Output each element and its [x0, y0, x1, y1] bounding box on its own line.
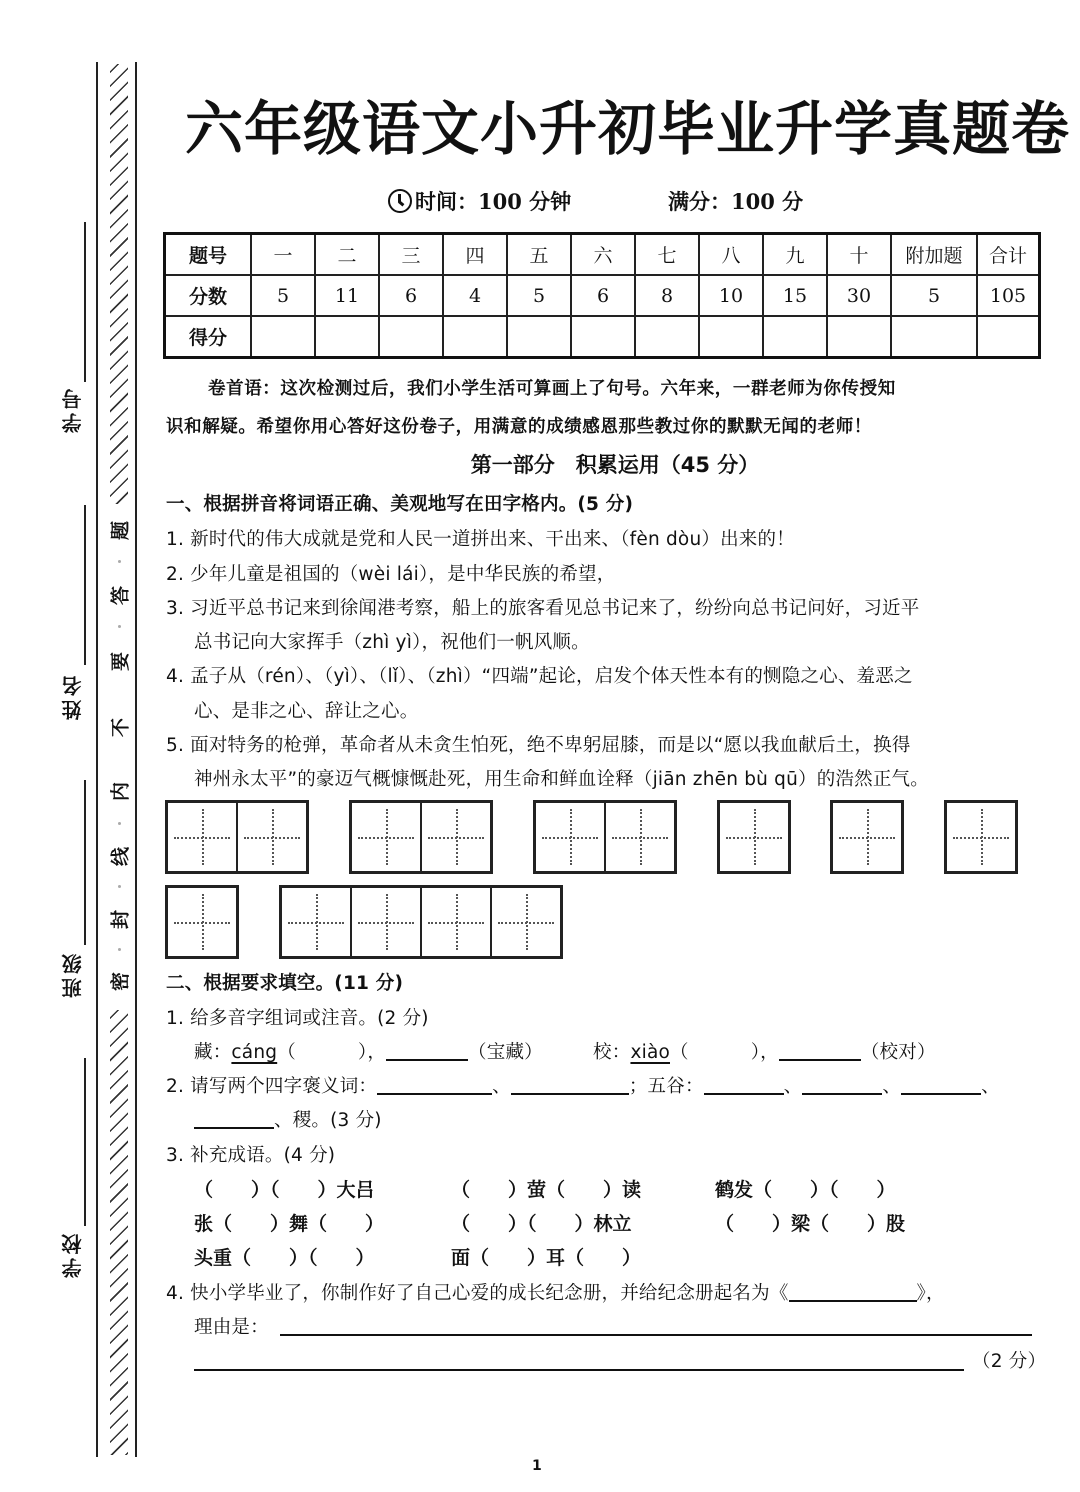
earned-cell[interactable]: [827, 316, 891, 358]
hatch-pattern-top: [110, 64, 128, 504]
part-1-title: 第一部分 积累运用（45 分）: [470, 453, 760, 477]
q1-item-1: 1. 新时代的伟大成就是党和人民一道拼出来、干出来、（fèn dòu）出来的！: [166, 529, 795, 550]
paren: （: [277, 1042, 296, 1063]
earned-cell[interactable]: [699, 316, 763, 358]
column-header: 九: [763, 234, 827, 276]
word-baozang: （宝藏）: [468, 1042, 543, 1063]
paren: ），: [357, 1042, 387, 1063]
idiom-item[interactable]: （ ）（ ）林立: [451, 1213, 632, 1235]
q1-item-4-cont: 心、是非之心、辞让之心。: [194, 701, 419, 722]
earned-cell[interactable]: [571, 316, 635, 358]
word-blank-2[interactable]: [689, 1043, 751, 1062]
seal-char: 线: [109, 847, 132, 867]
q1-item-3-cont: 总书记向大家挥手（zhì yì），祝他们一帆风顺。: [194, 632, 590, 653]
idiom-blank-1[interactable]: [377, 1075, 492, 1096]
earned-cell[interactable]: [977, 316, 1040, 358]
column-header: 三: [379, 234, 443, 276]
table-row-question-number: [165, 234, 1040, 276]
points-cell: 11: [315, 275, 379, 316]
idiom-item[interactable]: 鹤发（ ）（ ）: [715, 1179, 896, 1201]
idiom-item[interactable]: （ ）（ ）大吕: [194, 1179, 375, 1201]
exam-title: 六年级语文小升初毕业升学真题卷: [185, 95, 1071, 163]
q2-sub1-label: 1. 给多音字组词或注音。(2 分): [166, 1008, 429, 1029]
tianzige-answer-1[interactable]: [165, 800, 309, 874]
q2-heading: 二、根据要求填空。(11 分): [166, 973, 404, 994]
column-header: 六: [571, 234, 635, 276]
q2-sub4-row: [166, 1279, 945, 1305]
pinyin-cang: cáng: [231, 1042, 278, 1063]
q1-heading: 一、根据拼音将词语正确、美观地写在田字格内。(5 分): [166, 494, 634, 515]
earned-cell[interactable]: [251, 316, 315, 358]
book-title-close: 》，: [916, 1283, 945, 1304]
column-header: 七: [635, 234, 699, 276]
seal-char: 答: [109, 586, 132, 606]
q2-sub2-row: [166, 1072, 1000, 1098]
separator: 、: [882, 1076, 902, 1097]
full-score: 满分：100 分: [668, 189, 804, 214]
earned-cell[interactable]: [315, 316, 379, 358]
points-cell: 6: [379, 275, 443, 316]
q2-sub4-label: 4. 快小学毕业了，你制作好了自己心爱的成长纪念册，并给纪念册起名为《: [166, 1283, 789, 1304]
q1-item-2: 2. 少年儿童是祖国的（wèi lái），是中华民族的希望，: [166, 564, 616, 585]
q2-sub3-label: 3. 补充成语。(4 分): [166, 1145, 336, 1166]
points-cell: 5: [891, 275, 977, 316]
earned-cell[interactable]: [763, 316, 827, 358]
tianzige-answer-4d[interactable]: [165, 885, 239, 959]
grain-blank-3[interactable]: [901, 1075, 981, 1096]
points-cell: 5: [507, 275, 571, 316]
seal-char: 不: [109, 718, 132, 738]
idiom-item[interactable]: （ ）萤（ ）读: [451, 1179, 642, 1201]
row-header: 得分: [165, 316, 252, 358]
column-header: 附加题: [891, 234, 977, 276]
row-header: 分数: [165, 275, 252, 316]
q2-sub2-row-cont: [194, 1106, 382, 1132]
q1-item-5-cont: 神州永太平”的豪迈气概慷慨赴死，用生命和鲜血诠释（jiān zhēn bù qū）的浩然正气。: [194, 769, 929, 790]
idiom-blank-2[interactable]: [511, 1075, 629, 1096]
separator: 、: [492, 1076, 511, 1097]
q2-sub2-end: 、稷。(3 分): [274, 1110, 382, 1131]
seal-char: 题: [109, 521, 132, 541]
grain-blank-4[interactable]: [194, 1109, 274, 1130]
tianzige-answer-4a[interactable]: [717, 800, 791, 874]
pinyin-blank-1[interactable]: [386, 1041, 468, 1062]
column-header: 五: [507, 234, 571, 276]
score-table: [163, 232, 1041, 359]
earned-cell[interactable]: [507, 316, 571, 358]
earned-cell[interactable]: [443, 316, 507, 358]
idiom-item[interactable]: 面（ ）耳（ ）: [451, 1247, 642, 1269]
points-cell: 4: [443, 275, 507, 316]
class-field[interactable]: [84, 780, 86, 945]
tianzige-answer-4b[interactable]: [830, 800, 904, 874]
word-jiaodui: （校对）: [860, 1042, 936, 1063]
pinyin-xiao: xiào: [630, 1042, 670, 1063]
table-row-earned: [165, 316, 1040, 358]
q2-sub4-points: （2 分）: [972, 1351, 1047, 1372]
seal-dot: [118, 822, 121, 825]
points-cell: 8: [635, 275, 699, 316]
q1-item-4: 4. 孟子从（rén）、（yì）、（lǐ）、（zhì）“四端”起论，启发个体天性本有的恻隐之心、羞恶之: [166, 666, 913, 687]
grain-blank-2[interactable]: [802, 1075, 882, 1096]
idiom-item[interactable]: （ ）梁（ ）股: [715, 1213, 906, 1235]
seal-dot: [118, 560, 121, 563]
points-cell: 30: [827, 275, 891, 316]
separator: ；: [628, 1076, 648, 1097]
exam-time: [388, 186, 571, 216]
column-header: 十: [827, 234, 891, 276]
column-header: 四: [443, 234, 507, 276]
tianzige-answer-5[interactable]: [279, 885, 563, 959]
hatch-pattern-bottom: [110, 1010, 128, 1455]
points-cell: 10: [699, 275, 763, 316]
q2-sub2-label: 2. 请写两个四字褒义词：: [166, 1076, 378, 1097]
paren: （: [670, 1042, 689, 1063]
char-cang: 藏：: [194, 1042, 232, 1063]
tianzige-answer-2[interactable]: [349, 800, 493, 874]
table-row-points: [165, 275, 1040, 316]
margin-inner-line: [135, 62, 137, 1457]
char-xiao: 校：: [593, 1042, 631, 1063]
name-label: 姓名: [61, 672, 85, 720]
album-name-blank[interactable]: [789, 1282, 917, 1303]
student-id-field[interactable]: [84, 222, 86, 382]
q2-sub4-reason-label: 理由是：: [194, 1317, 269, 1338]
seal-dot: [118, 948, 121, 951]
school-field[interactable]: [84, 1058, 86, 1226]
seal-char: 封: [109, 910, 132, 930]
earned-cell[interactable]: [635, 316, 699, 358]
points-cell: 5: [251, 275, 315, 316]
points-cell: 15: [763, 275, 827, 316]
q1-item-3: 3. 习近平总书记来到徐闻港考察，船上的旅客看见总书记来了，纷纷向总书记问好，习近平: [166, 598, 920, 619]
q2-sub1-row: [194, 1038, 936, 1064]
idiom-item[interactable]: 张（ ）舞（ ）: [194, 1213, 385, 1235]
column-header: 二: [315, 234, 379, 276]
tianzige-answer-4c[interactable]: [944, 800, 1018, 874]
q1-item-5: 5. 面对特务的枪弹，革命者从未贪生怕死，绝不卑躬屈膝，而是以“愿以我血献后土，换得: [166, 735, 911, 756]
separator: 、: [783, 1076, 803, 1097]
seal-char: 密: [109, 972, 132, 992]
column-header: 一: [251, 234, 315, 276]
name-field[interactable]: [84, 505, 86, 665]
paren: ），: [750, 1042, 779, 1063]
seal-dot: [118, 885, 121, 888]
margin-outer-line: [96, 62, 98, 1457]
separator: 、: [981, 1076, 1000, 1097]
school-label: 学校: [61, 1230, 85, 1278]
column-header: 八: [699, 234, 763, 276]
clock-icon: [388, 189, 412, 213]
grain-blank-1[interactable]: [704, 1075, 784, 1096]
page-number: 1: [532, 1458, 542, 1474]
seal-char: 内: [109, 782, 132, 802]
grains-label: 五谷：: [647, 1076, 704, 1097]
class-label: 班级: [61, 950, 85, 998]
preface-line-2: 识和解疑。希望你用心答好这份卷子，用满意的成绩感恩那些教过你的默默无闻的老师！: [166, 417, 872, 437]
reason-line-2[interactable]: [194, 1369, 964, 1371]
seal-char: 要: [109, 652, 132, 672]
reason-line-1[interactable]: [280, 1334, 1032, 1336]
pinyin-blank-2[interactable]: [779, 1041, 861, 1062]
tianzige-answer-3[interactable]: [533, 800, 677, 874]
points-cell: 6: [571, 275, 635, 316]
idiom-item[interactable]: 头重（ ）（ ）: [194, 1247, 375, 1269]
points-cell: 105: [977, 275, 1040, 316]
time-text: 时间：100 分钟: [415, 189, 572, 214]
student-id-label: 学号: [61, 385, 85, 433]
preface-line-1: 卷首语：这次检测过后，我们小学生活可算画上了句号。六年来，一群老师为你传授知: [208, 379, 896, 399]
column-header: 合计: [977, 234, 1040, 276]
row-header: 题号: [165, 234, 252, 276]
word-blank-1[interactable]: [296, 1043, 358, 1062]
seal-dot: [118, 625, 121, 628]
earned-cell[interactable]: [379, 316, 443, 358]
earned-cell[interactable]: [891, 316, 977, 358]
